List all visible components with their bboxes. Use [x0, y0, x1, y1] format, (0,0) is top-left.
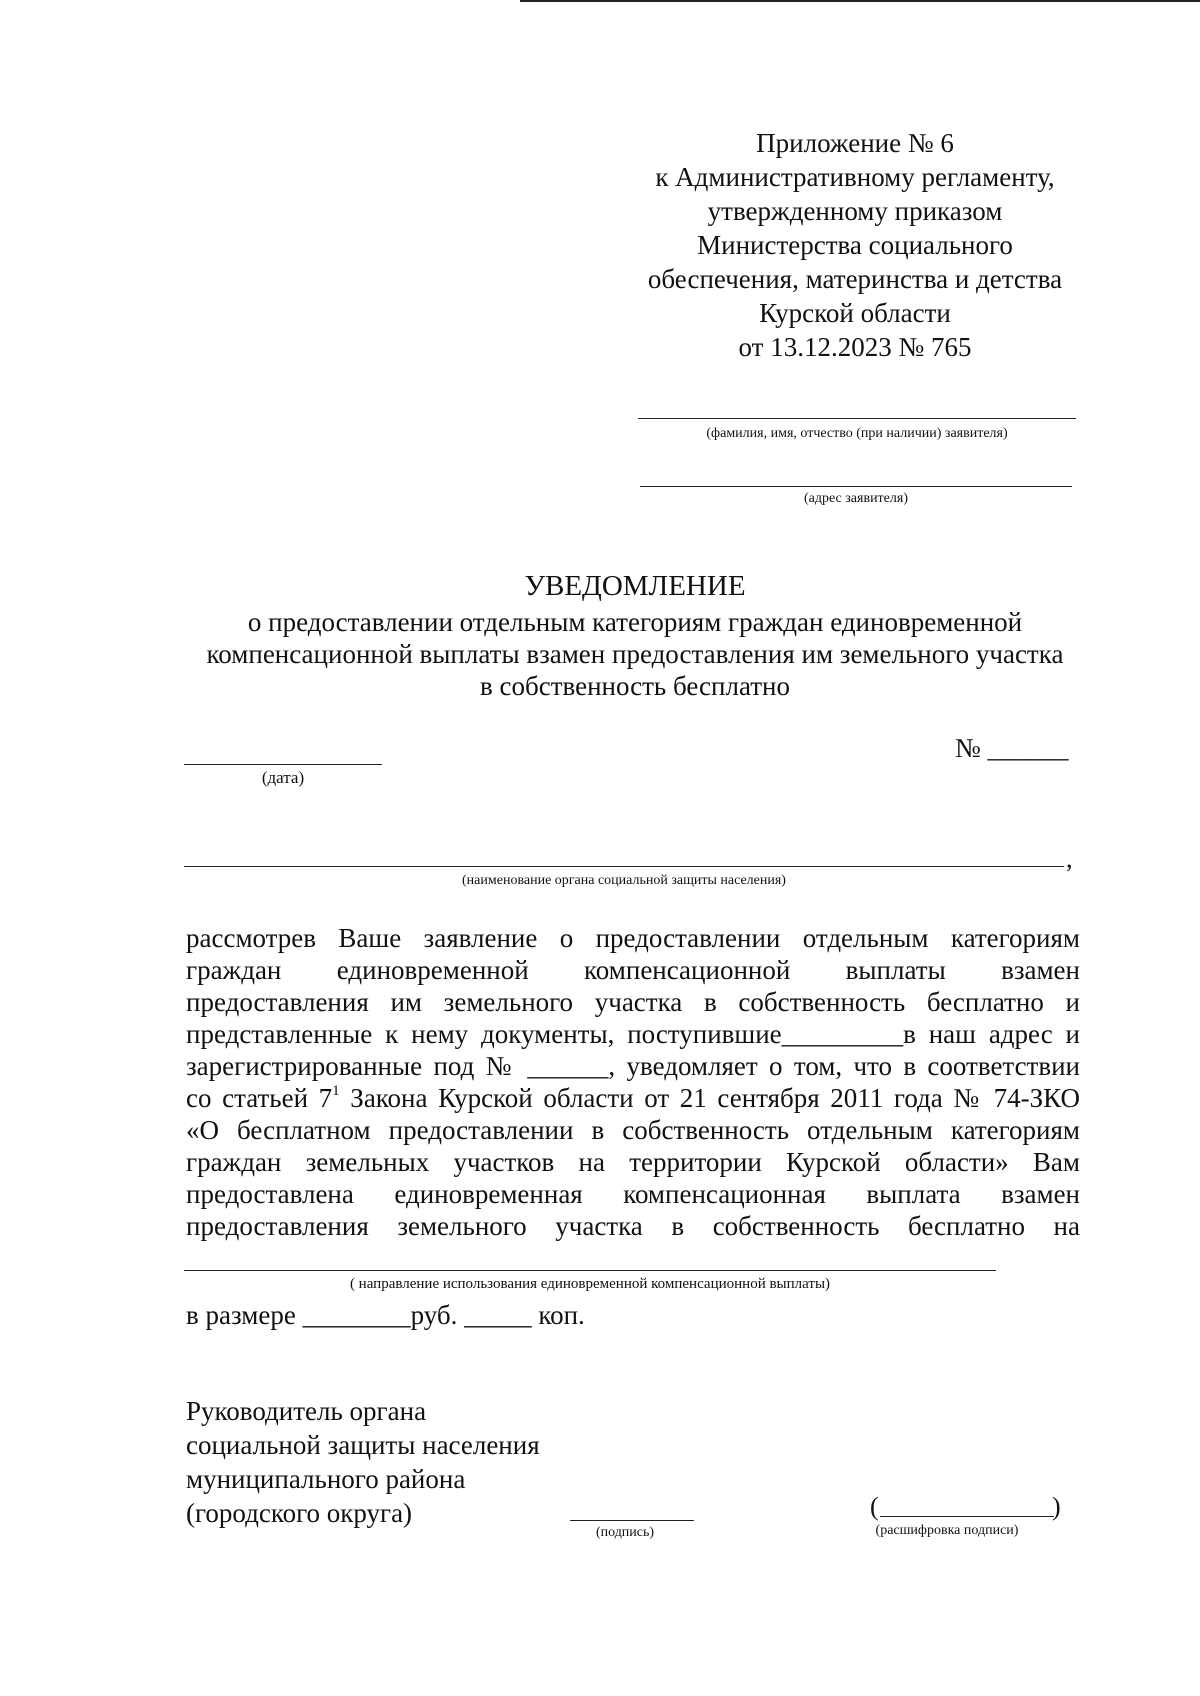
date-caption: (дата) — [261, 768, 305, 787]
appendix-line: утвержденному приказом — [707, 196, 1003, 226]
appendix-header — [630, 126, 1080, 364]
notice-title: УВЕДОМЛЕНИЕ — [524, 570, 746, 602]
appendix-line: Министерства социального — [697, 230, 1013, 260]
body-line: рассмотрев Ваше заявление о предоставлении отдельным категориям — [186, 923, 1080, 953]
appendix-line: к Административному регламенту, — [655, 162, 1055, 192]
head-line: муниципального района — [186, 1464, 466, 1494]
head-line: (городского округа) — [186, 1498, 413, 1528]
law-reference-start: со статьей 7 — [186, 1083, 333, 1113]
head-line: социальной защиты населения — [186, 1430, 540, 1460]
document-number-field[interactable]: № ______ — [955, 733, 1069, 763]
applicant-name-line[interactable] — [638, 418, 1076, 419]
body-line: «О бесплатном предоставлении в собственность отдельным категориям — [186, 1115, 1080, 1145]
organ-name-caption: (наименование органа социальной защиты населения) — [462, 873, 786, 888]
body-line: граждан земельных участков на территории Курской области» Вам — [186, 1147, 1080, 1177]
decode-signature-line[interactable] — [880, 1516, 1054, 1517]
appendix-line: Приложение № 6 — [756, 128, 954, 158]
law-reference-rest: Закона Курской области от 21 сентября 2011 года № 74-ЗКО — [339, 1083, 1080, 1113]
body-line: граждан единовременной компенсационной выплаты взамен — [186, 955, 1080, 985]
direction-caption: ( направление использования единовременной компенсационной выплаты) — [349, 1276, 831, 1292]
applicant-address-caption: (адрес заявителя) — [804, 491, 908, 506]
scan-top-edge-line — [520, 0, 1200, 2]
signature-line[interactable] — [570, 1520, 694, 1521]
direction-line[interactable] — [184, 1270, 996, 1271]
body-line: представленные к нему документы, поступившие_________в наш адрес и — [186, 1019, 1080, 1049]
head-line: Руководитель органа — [186, 1396, 427, 1426]
applicant-name-caption: (фамилия, имя, отчество (при наличии) заявителя) — [706, 426, 1008, 441]
article-superscript: 1 — [332, 1083, 340, 1099]
organ-name-comma: , — [1066, 844, 1073, 873]
body-line: зарегистрированные под № ______, уведомляет о том, что в соответствии — [186, 1051, 1080, 1081]
appendix-line: от 13.12.2023 № 765 — [738, 332, 972, 362]
decode-close-paren: ) — [1052, 1492, 1061, 1521]
applicant-address-line[interactable] — [640, 486, 1072, 487]
body-line: предоставлена единовременная компенсационная выплата взамен — [186, 1179, 1080, 1209]
organ-name-line[interactable] — [184, 866, 1064, 867]
body-line — [186, 1082, 1080, 1114]
signature-caption: (подпись) — [595, 1525, 655, 1540]
body-line: предоставления земельного участка в собственность бесплатно на — [186, 1211, 1080, 1241]
date-line[interactable] — [184, 764, 382, 765]
appendix-line: обеспечения, материнства и детства — [647, 264, 1063, 294]
amount-field[interactable]: в размере ________руб. _____ коп. — [186, 1300, 585, 1330]
head-title — [186, 1394, 540, 1530]
subtitle-line: в собственность бесплатно — [480, 671, 790, 701]
notice-subtitle — [150, 606, 1120, 702]
appendix-line: Курской области — [759, 298, 951, 328]
decode-caption: (расшифровка подписи) — [875, 1523, 1019, 1538]
body-line: предоставления им земельного участка в собственность бесплатно и — [186, 987, 1080, 1017]
subtitle-line: о предоставлении отдельным категориям граждан единовременной — [247, 607, 1023, 637]
decode-open-paren: ( — [870, 1492, 879, 1521]
subtitle-line: компенсационной выплаты взамен предоставления им земельного участка — [206, 639, 1064, 669]
notice-body — [186, 922, 1080, 1242]
